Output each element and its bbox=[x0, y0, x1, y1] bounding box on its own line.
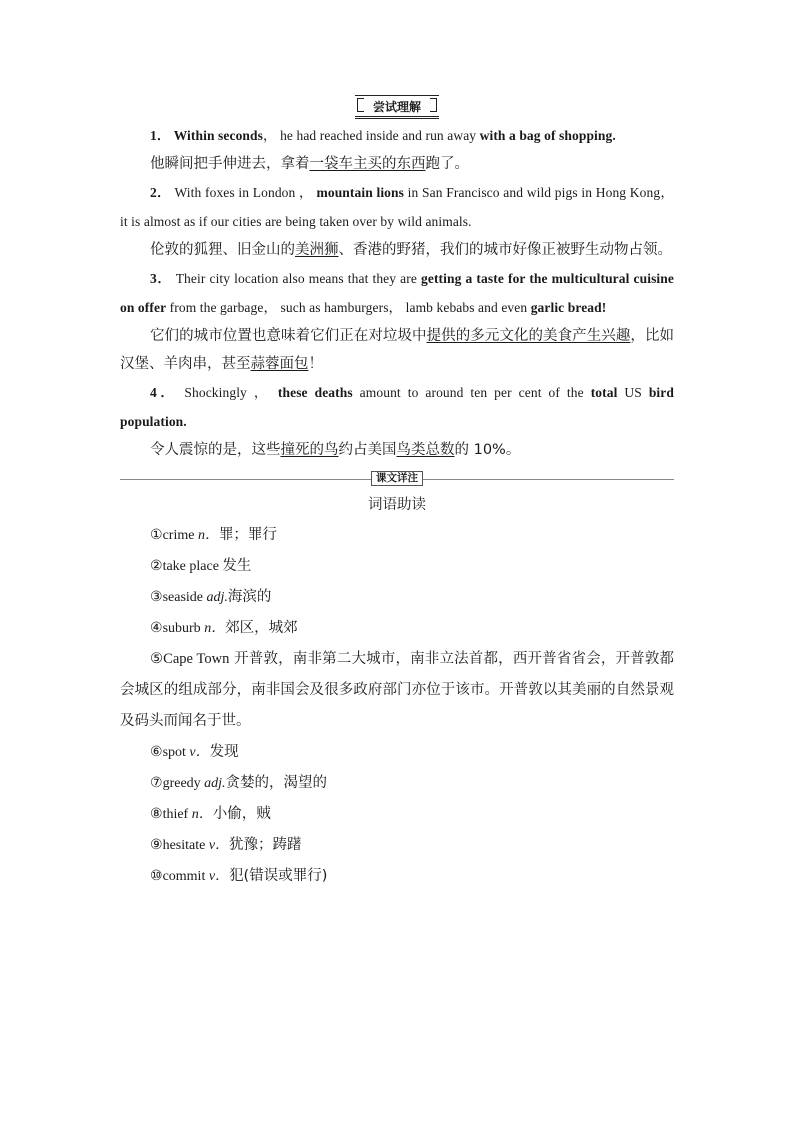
part-of-speech: adj. bbox=[206, 590, 228, 605]
sentence-text: amount to around ten per cent of the bbox=[352, 385, 591, 400]
sentence-text: With foxes in London ， bbox=[174, 185, 317, 200]
vocab-word: Cape Town bbox=[163, 651, 230, 667]
vocab-word: spot bbox=[162, 745, 186, 760]
sentence-text: ， he had reached inside and run away bbox=[263, 128, 480, 143]
section-title: 词语助读 bbox=[368, 497, 426, 513]
translation-text: ！ bbox=[308, 356, 323, 372]
key-phrase: bird population. bbox=[120, 385, 674, 429]
vocab-marker: ④ bbox=[150, 621, 163, 636]
english-sentence bbox=[120, 378, 674, 436]
vocab-marker: ⑥ bbox=[150, 745, 163, 760]
chinese-translation bbox=[120, 322, 674, 378]
translation-text: 约占美国 bbox=[338, 442, 397, 458]
translation-text: 伦敦的狐狸、旧金山的 bbox=[150, 242, 295, 258]
vocab-word: seaside bbox=[162, 590, 203, 605]
chinese-translation bbox=[120, 436, 674, 464]
vocab-marker: ② bbox=[150, 559, 163, 574]
translation-text: 令人震惊的是，这些 bbox=[150, 442, 281, 458]
vocab-word: thief bbox=[162, 807, 189, 822]
underlined-phrase: 美洲狮 bbox=[295, 242, 339, 258]
vocab-meaning: 小偷，贼 bbox=[212, 806, 271, 822]
translation-text: 的 10%。 bbox=[454, 442, 521, 458]
key-phrase: Within seconds bbox=[173, 128, 263, 143]
english-sentence bbox=[120, 178, 674, 236]
vocab-item bbox=[120, 520, 674, 551]
sentence-text: in San Francisco and wild pigs in Hong Kong， it is almost as if our cities are being taken over by wild animals. bbox=[120, 185, 674, 229]
chinese-translation bbox=[120, 236, 674, 264]
vocab-item bbox=[120, 551, 674, 582]
sentence-number: 4． bbox=[150, 385, 185, 400]
vocab-marker: ① bbox=[150, 528, 163, 543]
vocab-item bbox=[120, 737, 674, 768]
vocab-item bbox=[120, 799, 674, 830]
section-divider bbox=[120, 468, 674, 488]
translation-text: 他瞬间把手伸进去，拿着 bbox=[150, 156, 310, 172]
part-of-speech: v． bbox=[189, 745, 210, 760]
sentence-text: from the garbage， such as hamburgers， lamb kebabs and even bbox=[166, 300, 531, 315]
sentence-text: Shockingly ， bbox=[184, 385, 278, 400]
vocab-item bbox=[120, 582, 674, 613]
divider-label: 课文详注 bbox=[371, 471, 423, 486]
part-of-speech: n． bbox=[204, 621, 226, 636]
vocab-marker: ⑤ bbox=[150, 651, 164, 667]
part-of-speech: v． bbox=[208, 838, 230, 853]
vocab-meaning: 罪；罪行 bbox=[218, 527, 277, 543]
vocab-marker: ⑦ bbox=[150, 776, 163, 791]
vocab-item bbox=[120, 830, 674, 861]
sentence-number: 2． bbox=[150, 185, 175, 200]
part-of-speech: n． bbox=[191, 807, 213, 822]
underlined-phrase: 撞死的鸟 bbox=[280, 442, 339, 458]
vocab-word: take place bbox=[162, 559, 219, 574]
vocab-marker: ③ bbox=[150, 590, 163, 605]
underlined-phrase: 蒜蓉面包 bbox=[250, 356, 309, 372]
vocab-word: crime bbox=[162, 528, 195, 543]
vocab-marker: ⑩ bbox=[150, 869, 163, 884]
key-phrase: with a bag of shopping. bbox=[479, 128, 616, 143]
key-phrase: mountain lions bbox=[316, 185, 404, 200]
sentence-text: US bbox=[617, 385, 649, 400]
translation-text: 、香港的野猪，我们的城市好像正被野生动物占领。 bbox=[338, 242, 672, 258]
sentence-number: 3． bbox=[150, 271, 176, 286]
translation-text: 跑了。 bbox=[425, 156, 469, 172]
part-of-speech: v． bbox=[208, 869, 230, 884]
english-sentence bbox=[120, 264, 674, 322]
vocab-meaning: 犹豫；踌躇 bbox=[229, 837, 302, 853]
vocab-meaning: 发现 bbox=[209, 744, 239, 760]
vocab-meaning: 郊区，城郊 bbox=[225, 620, 298, 636]
vocab-word: greedy bbox=[162, 776, 201, 791]
document-page bbox=[120, 95, 674, 892]
key-phrase: total bbox=[590, 385, 618, 400]
vocab-meaning: 犯(错误或罪行) bbox=[229, 868, 328, 884]
vocab-item bbox=[120, 768, 674, 799]
sentence-list bbox=[120, 121, 674, 464]
vocab-word: commit bbox=[162, 869, 206, 884]
vocab-meaning: 贪婪的，渴望的 bbox=[225, 775, 328, 791]
underlined-phrase: 一袋车主买的东西 bbox=[309, 156, 426, 172]
part-of-speech: n． bbox=[197, 528, 219, 543]
vocab-marker: ⑨ bbox=[150, 838, 163, 853]
vocab-meaning: 海滨的 bbox=[227, 589, 272, 605]
translation-text: ，比如汉堡、羊肉串，甚至 bbox=[120, 328, 675, 372]
translation-text: 它们的城市位置也意味着它们正在对垃圾中 bbox=[150, 328, 427, 344]
sentence-text: Their city location also means that they are bbox=[175, 271, 422, 286]
vocab-item bbox=[120, 861, 674, 892]
chinese-translation bbox=[120, 150, 674, 178]
english-sentence bbox=[120, 121, 674, 150]
vocab-word: suburb bbox=[162, 621, 201, 636]
vocab-item bbox=[120, 613, 674, 644]
vocab-list bbox=[120, 520, 674, 892]
vocab-marker: ⑧ bbox=[150, 807, 163, 822]
key-phrase: garlic bread! bbox=[530, 300, 607, 315]
key-phrase: getting a taste for the multicultural cuisine on offer bbox=[120, 271, 674, 315]
sentence-number: 1． bbox=[150, 128, 174, 143]
underlined-phrase: 提供的多元文化的美食产生兴趣 bbox=[426, 328, 631, 344]
part-of-speech: adj. bbox=[204, 776, 226, 791]
section-banner bbox=[120, 95, 674, 121]
key-phrase: these deaths bbox=[277, 385, 353, 400]
vocab-word: hesitate bbox=[162, 838, 206, 853]
vocab-meaning: 发生 bbox=[222, 558, 252, 574]
vocab-item bbox=[120, 644, 674, 737]
banner-label: 尝试理解 bbox=[355, 95, 439, 119]
underlined-phrase: 鸟类总数 bbox=[396, 442, 455, 458]
vocab-meaning: 开普敦，南非第二大城市，南非立法首都，西开普省省会，开普敦都会城区的组成部分，南非国会及很多政府部门亦位于该市。开普敦以其美丽的自然景观及码头而闻名于世。 bbox=[120, 651, 675, 729]
